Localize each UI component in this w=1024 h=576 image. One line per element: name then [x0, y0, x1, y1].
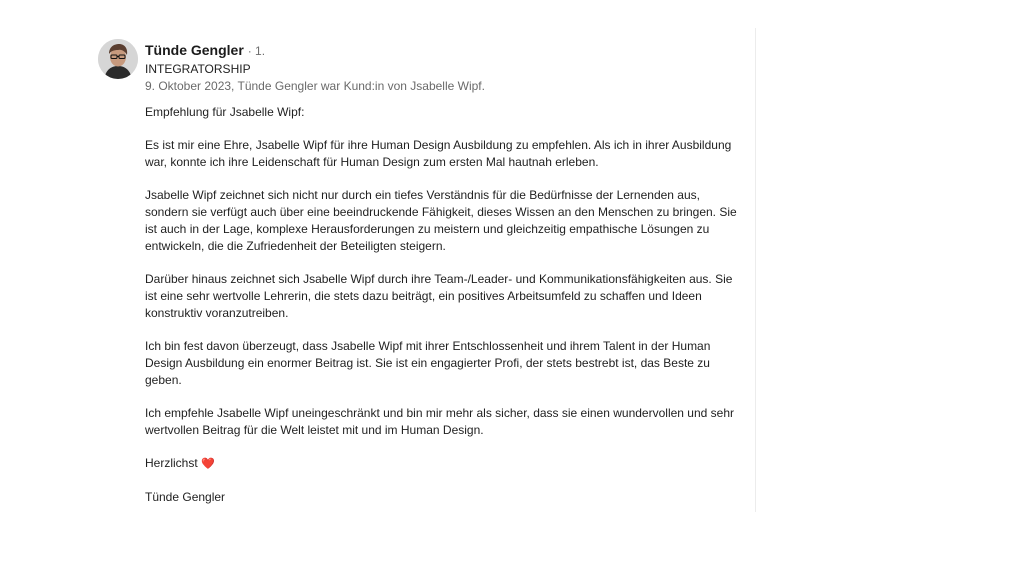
profile-photo-icon	[98, 39, 138, 79]
paragraph: Es ist mir eine Ehre, Jsabelle Wipf für ihre Human Design Ausbildung zu empfehlen. Als ich in ihrer Ausbildung war, konnte ich ihre Leidenschaft für Human Design zum ersten Mal hautnah erleben.	[145, 138, 732, 169]
closing-text: Herzlichst	[145, 456, 198, 470]
recommendation-card	[90, 28, 756, 512]
recommendation-text	[145, 104, 745, 522]
closing-line	[145, 455, 745, 473]
paragraph: Ich bin fest davon überzeugt, dass Jsabelle Wipf mit ihrer Entschlossenheit und ihrem Talent in der Human Design Ausbildung ein enormer Beitrag ist. Sie ist ein engagierter Profi, der stets bestrebt ist, das Beste zu geben.	[145, 339, 711, 387]
paragraph: Ich empfehle Jsabelle Wipf uneingeschränkt und bin mir mehr als sicher, dass sie einen wundervollen und sehr wertvollen Beitrag für die Welt leistet mit und im Human Design.	[145, 406, 734, 437]
paragraph: Darüber hinaus zeichnet sich Jsabelle Wipf durch ihre Team-/Leader- und Kommunikationsfähigkeiten aus. Sie ist eine sehr wertvolle Lehrerin, die stets dazu beiträgt, ein positives Arbeitsumfeld zu schaffen und Ideen konstruktiv voranzutreiben.	[145, 272, 733, 320]
author-company: INTEGRATORSHIP	[145, 62, 251, 76]
connection-degree: · 1.	[247, 44, 266, 58]
avatar[interactable]	[98, 39, 138, 79]
paragraph: Empfehlung für Jsabelle Wipf:	[145, 105, 305, 119]
recommendation-date: 9. Oktober 2023, Tünde Gengler war Kund:in von Jsabelle Wipf.	[145, 79, 485, 93]
author-name[interactable]: Tünde Gengler	[145, 42, 244, 58]
heart-icon: ❤️	[201, 458, 215, 470]
author-line	[145, 41, 265, 60]
paragraph: Jsabelle Wipf zeichnet sich nicht nur durch ein tiefes Verständnis für die Bedürfnisse der Lernenden aus, sondern sie verfügt auch über eine beeindruckende Fähigkeit, dieses Wissen an den Menschen zu bringen. Sie ist auch in der Lage, komplexe Herausforderungen zu meistern und gleichzeitig empathische Lösungen zu entwickeln, die die Zufriedenheit der Beteiligten steigern.	[145, 188, 737, 253]
signature: Tünde Gengler	[145, 490, 226, 504]
